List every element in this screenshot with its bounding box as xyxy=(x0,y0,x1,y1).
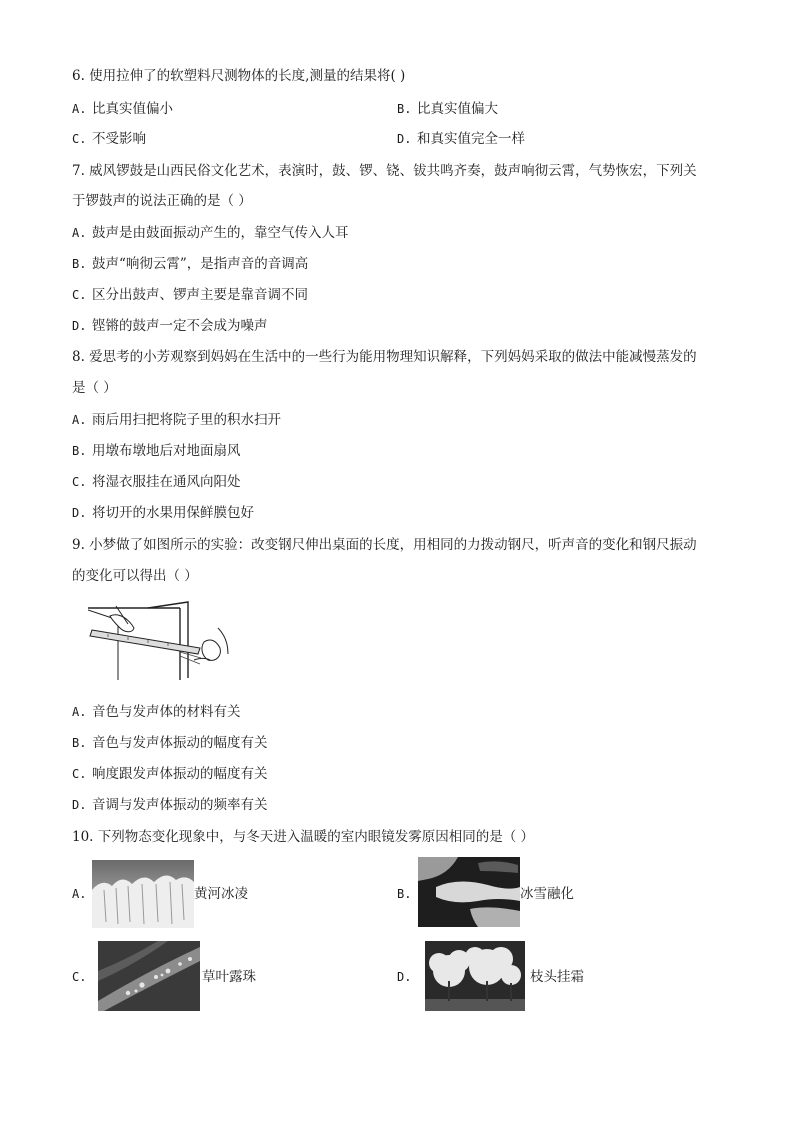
question-9-option-b[interactable]: B. 音色与发声体振动的幅度有关 xyxy=(72,735,268,751)
question-7-option-c[interactable]: C. 区分出鼓声、锣声主要是靠音调不同 xyxy=(72,287,308,303)
question-9-stem-line-2: 的变化可以得出（ ） xyxy=(72,568,198,584)
question-10-option-d-text: 枝头挂霜 xyxy=(530,969,584,985)
question-8-option-b[interactable]: B. 用墩布墩地后对地面扇风 xyxy=(72,443,241,459)
question-9-stem-line-1: 9. 小梦做了如图所示的实验：改变钢尺伸出桌面的长度，用相同的力拨动钢尺，听声音的变化和钢尺振动 xyxy=(72,537,697,553)
question-9-option-a[interactable]: A. 音色与发声体的材料有关 xyxy=(72,704,241,720)
question-8-stem-line-1: 8. 爱思考的小芳观察到妈妈在生活中的一些行为能用物理知识解释，下列妈妈采取的做法中能减慢蒸发的 xyxy=(72,349,697,365)
question-8-option-d[interactable]: D. 将切开的水果用保鲜膜包好 xyxy=(72,505,254,521)
question-6-stem: 6. 使用拉伸了的软塑料尺测物体的长度,测量的结果将( ) xyxy=(72,68,406,84)
ice-floe-photo[interactable] xyxy=(92,860,194,928)
question-6-option-d[interactable]: D. 和真实值完全一样 xyxy=(397,131,525,147)
question-10-option-d-label[interactable]: D. xyxy=(397,970,412,984)
question-10-option-a-text: 黄河冰凌 xyxy=(194,886,248,902)
question-10-option-c-text: 草叶露珠 xyxy=(202,969,256,985)
question-10-option-b-label[interactable]: B. xyxy=(397,887,412,901)
question-10-option-b-text: 冰雪融化 xyxy=(520,886,574,902)
question-6-option-b[interactable]: B. 比真实值偏大 xyxy=(397,101,498,117)
question-8-stem-line-2: 是（ ） xyxy=(72,380,117,396)
question-10-option-a-label[interactable]: A. xyxy=(72,887,87,901)
question-7-stem-line-1: 7. 威风锣鼓是山西民俗文化艺术，表演时，鼓、锣、铙、钹共鸣齐奏，鼓声响彻云霄，气势恢宏，下列关 xyxy=(72,163,697,179)
question-10-stem: 10. 下列物态变化现象中，与冬天进入温暖的室内眼镜发雾原因相同的是（ ） xyxy=(72,829,535,845)
question-8-option-a[interactable]: A. 雨后用扫把将院子里的积水扫开 xyxy=(72,412,281,428)
question-9-option-c[interactable]: C. 响度跟发声体振动的幅度有关 xyxy=(72,766,268,782)
question-7-option-d[interactable]: D. 铿锵的鼓声一定不会成为噪声 xyxy=(72,318,268,334)
question-7-stem-line-2: 于锣鼓声的说法正确的是（ ） xyxy=(72,193,252,209)
question-8-option-c[interactable]: C. 将湿衣服挂在通风向阳处 xyxy=(72,474,241,490)
question-6-option-c[interactable]: C. 不受影响 xyxy=(72,131,146,147)
question-6-option-a[interactable]: A. 比真实值偏小 xyxy=(72,101,173,117)
ruler-experiment-figure xyxy=(88,598,238,682)
dew-on-grass-photo[interactable] xyxy=(98,941,200,1011)
question-7-option-a[interactable]: A. 鼓声是由鼓面振动产生的，靠空气传入人耳 xyxy=(72,225,349,241)
question-7-option-b[interactable]: B. 鼓声“响彻云霄”，是指声音的音调高 xyxy=(72,256,309,272)
frost-on-branches-photo[interactable] xyxy=(425,941,525,1011)
question-10-option-c-label[interactable]: C. xyxy=(72,970,87,984)
melting-snow-photo[interactable] xyxy=(418,857,520,927)
question-9-option-d[interactable]: D. 音调与发声体振动的频率有关 xyxy=(72,797,268,813)
